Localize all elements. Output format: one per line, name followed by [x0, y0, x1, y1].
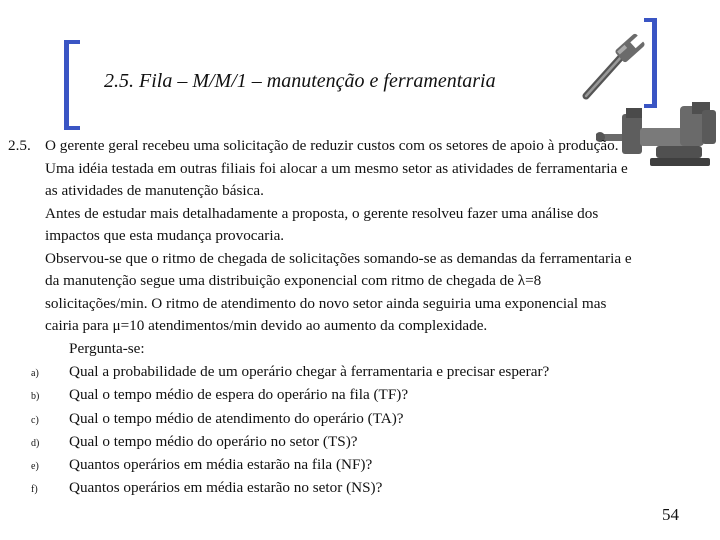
- question-item-a: [8, 360, 643, 383]
- question-item-b: [8, 383, 643, 406]
- question-letter: a): [31, 368, 39, 379]
- problem-body: [8, 135, 643, 500]
- question-letter: f): [31, 484, 38, 496]
- question-item-f: [8, 476, 643, 499]
- question-text: Qual a probabilidade de um operário chegar à ferramentaria e precisar esperar?: [69, 363, 550, 380]
- wrench-icon: [578, 32, 648, 102]
- slide-title: 2.5. Fila – M/M/1 – manutenção e ferramentaria: [104, 70, 496, 92]
- problem-number: 2.5.: [8, 137, 31, 154]
- problem-intro-text: O gerente geral recebeu uma solicitação de reduzir custos com os setores de apoio à produção. Uma idéia testada em outras filiais foi alocar a um mesmo setor as atividades de ferramentaria e as atividades de manutenção básica.: [45, 137, 628, 199]
- question-text: Qual o tempo médio de espera do operário na fila (TF)?: [69, 386, 409, 404]
- question-letter: c): [31, 414, 39, 426]
- question-text: Quantos operários em média estarão na fila (NF)?: [69, 456, 373, 474]
- question-text: Qual o tempo médio do operário no setor (TS)?: [69, 432, 358, 450]
- questions-heading: Pergunta-se:: [69, 339, 145, 357]
- question-text: Qual o tempo médio de atendimento do operário (TA)?: [69, 409, 404, 427]
- question-item-c: [8, 407, 643, 430]
- problem-paragraph-2: Antes de estudar mais detalhadamente a proposta, o gerente resolveu fazer uma análise dos impactos que esta mudança provocaria.: [45, 204, 599, 244]
- left-bracket-decoration: [64, 40, 80, 130]
- question-item-d: [8, 430, 643, 453]
- question-item-e: [8, 453, 643, 476]
- question-letter: e): [31, 461, 39, 473]
- problem-paragraph-3: Observou-se que o ritmo de chegada de solicitações somando-se as demandas da ferramentaria e da manutenção segue uma distribuição exponencial com ritmo de chegada de λ=8 solicitações/min. O ritmo de atendimento do novo setor ainda seguiria uma exponencial mas cairia para μ=10 atendimentos/min devido ao aumento da complexidade.: [45, 249, 632, 334]
- right-bracket-decoration: [644, 18, 672, 108]
- question-text: Quantos operários em média estarão no setor (NS)?: [69, 479, 383, 497]
- problem-intro: [8, 135, 643, 203]
- page-number: 54: [662, 505, 679, 524]
- question-letter: b): [31, 391, 40, 403]
- question-letter: d): [31, 437, 40, 449]
